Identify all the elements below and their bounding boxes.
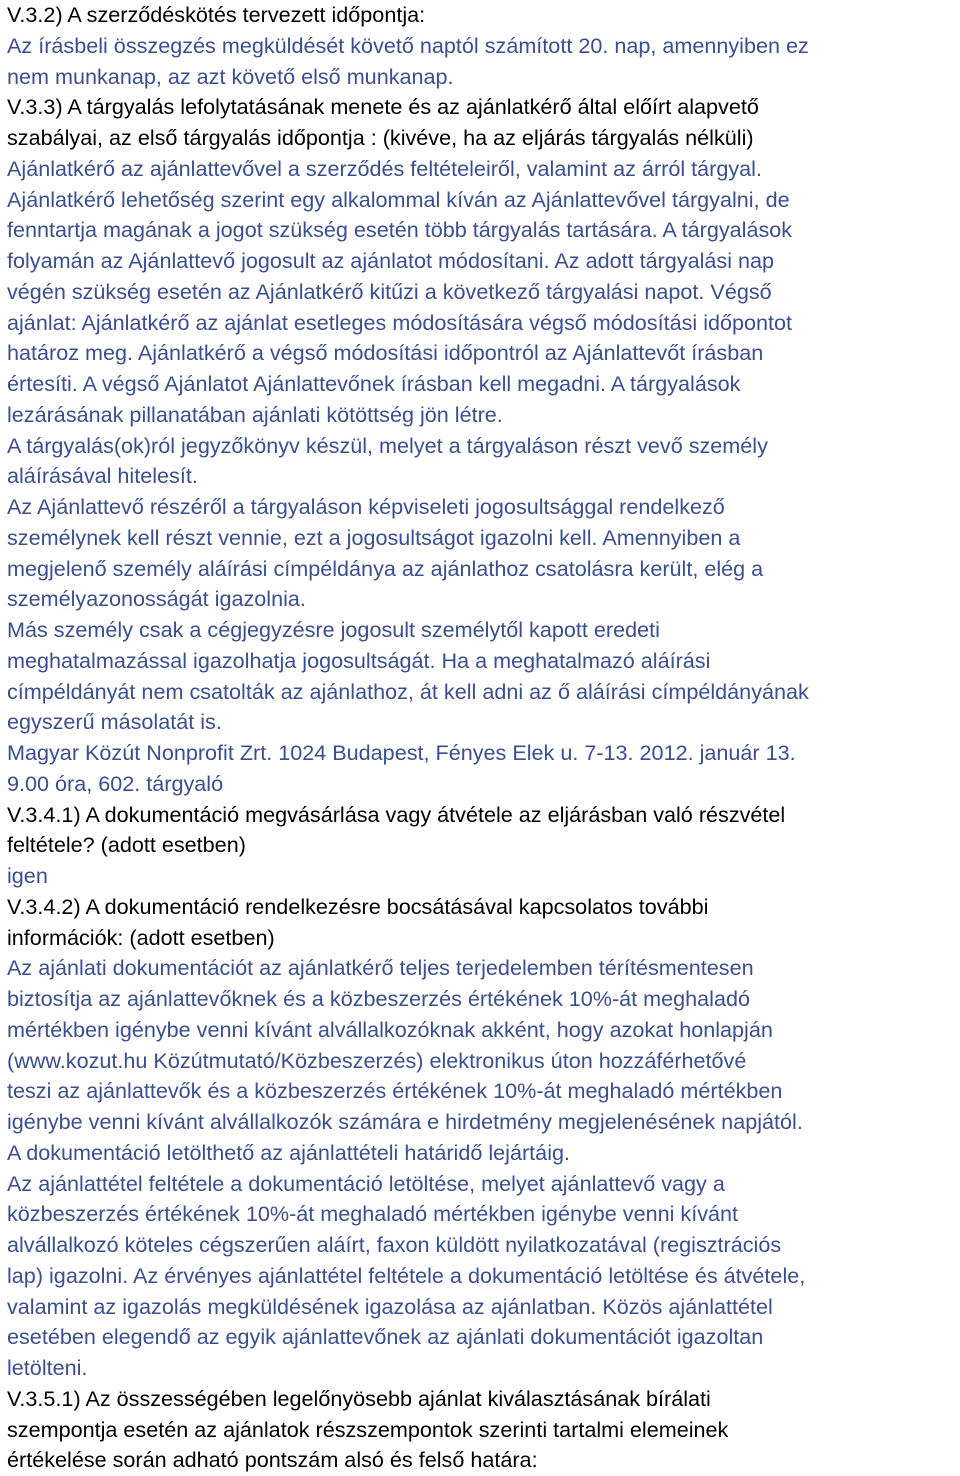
text-line xyxy=(7,984,960,1015)
text-line xyxy=(7,461,960,492)
answer-text: ajánlat: Ajánlatkérő az ajánlat esetleges módosítására végső módosítási időpontot xyxy=(7,309,793,335)
answer-text: mértékben igénybe venni kívánt alvállalkozóknak akként, hogy azokat honlapján xyxy=(7,1016,773,1042)
text-line xyxy=(7,892,960,923)
section-heading-text: információk: (adott esetben) xyxy=(7,924,275,950)
text-line xyxy=(7,308,960,339)
text-line xyxy=(7,1384,960,1415)
text-line xyxy=(7,523,960,554)
text-line xyxy=(7,1076,960,1107)
text-line xyxy=(7,0,960,31)
answer-text: letölteni. xyxy=(7,1355,88,1380)
text-line xyxy=(7,1415,960,1446)
text-line xyxy=(7,830,960,861)
text-line xyxy=(7,677,960,708)
answer-text: meghatalmazással igazolhatja jogosultságát. Ha a meghatalmazó aláírási xyxy=(7,647,711,673)
text-line xyxy=(7,707,960,738)
answer-text: A dokumentáció letölthető az ajánlattételi határidő lejártáig. xyxy=(7,1139,570,1165)
section-heading-text: V.3.3) A tárgyalás lefolytatásának menete és az ajánlatkérő által előírt alapvető xyxy=(7,94,759,120)
section-heading-text: V.3.4.2) A dokumentáció rendelkezésre bocsátásával kapcsolatos további xyxy=(7,893,709,919)
answer-text: (www.kozut.hu Közútmutató/Közbeszerzés) elektronikus úton hozzáférhetővé xyxy=(7,1047,747,1073)
document-body xyxy=(7,0,960,1476)
answer-text: igen xyxy=(7,863,48,888)
text-line xyxy=(7,1322,960,1353)
text-line xyxy=(7,1230,960,1261)
text-line xyxy=(7,1138,960,1169)
text-line xyxy=(7,62,960,93)
section-heading-text: feltétele? (adott esetben) xyxy=(7,832,246,858)
text-line xyxy=(7,1353,960,1384)
answer-text: Ajánlatkérő az ajánlattevővel a szerződés feltételeiről, valamint az árról tárgyal. xyxy=(7,155,762,181)
text-line xyxy=(7,769,960,800)
text-line xyxy=(7,338,960,369)
section-heading-text: V.3.4.1) A dokumentáció megvásárlása vagy átvétele az eljárásban való részvétel xyxy=(7,801,786,827)
text-line xyxy=(7,584,960,615)
answer-text: végén szükség esetén az Ajánlatkérő kitűzi a következő tárgyalási napot. Végső xyxy=(7,278,772,304)
answer-text: személyazonosságát igazolnia. xyxy=(7,586,306,612)
text-line xyxy=(7,154,960,185)
answer-text: esetében elegendő az egyik ajánlattevőnek az ajánlati dokumentációt igazoltan xyxy=(7,1324,764,1350)
answer-text: folyamán az Ajánlattevő jogosult az ajánlatot módosítani. Az adott tárgyalási nap xyxy=(7,248,775,273)
text-line xyxy=(7,431,960,462)
text-line xyxy=(7,861,960,892)
answer-text: címpéldányát nem csatolták az ajánlathoz, át kell adni az ő aláírási címpéldányának xyxy=(7,678,809,704)
answer-text: nem munkanap, az azt követő első munkanap. xyxy=(7,63,454,89)
text-line xyxy=(7,800,960,831)
answer-text: Az Ajánlattevő részéről a tárgyaláson képviseleti jogosultsággal rendelkező xyxy=(7,494,725,519)
text-line xyxy=(7,646,960,677)
text-line xyxy=(7,215,960,246)
text-line xyxy=(7,92,960,123)
section-heading-text: V.3.5.1) Az összességében legelőnyösebb ajánlat kiválasztásának bírálati xyxy=(7,1385,711,1411)
text-line xyxy=(7,953,960,984)
answer-text: Az ajánlati dokumentációt az ajánlatkérő teljes terjedelemben térítésmentesen xyxy=(7,955,754,981)
text-line xyxy=(7,1199,960,1230)
text-line xyxy=(7,1015,960,1046)
text-line xyxy=(7,923,960,954)
answer-text: aláírásával hitelesít. xyxy=(7,463,198,489)
answer-text: Az ajánlattétel feltétele a dokumentáció letöltése, melyet ajánlattevő vagy a xyxy=(7,1170,725,1196)
text-line xyxy=(7,400,960,431)
section-heading-text: szempontja esetén az ajánlatok részszempontok szerinti tartalmi elemeinek xyxy=(7,1416,729,1442)
text-line xyxy=(7,492,960,523)
answer-text: fenntartja magának a jogot szükség esetén több tárgyalás tartására. A tárgyalások xyxy=(7,217,793,243)
text-line xyxy=(7,185,960,216)
text-line xyxy=(7,277,960,308)
answer-text: Ajánlatkérő lehetőség szerint egy alkalommal kíván az Ajánlattevővel tárgyalni, de xyxy=(7,186,790,212)
answer-text: értesíti. A végső Ajánlatot Ajánlattevőnek írásban kell megadni. A tárgyalások xyxy=(7,371,741,396)
answer-text: A tárgyalás(ok)ról jegyzőkönyv készül, melyet a tárgyaláson részt vevő személy xyxy=(7,432,768,458)
answer-text: személynek kell részt vennie, ezt a jogosultságot igazolni kell. Amennyiben a xyxy=(7,524,741,550)
answer-text: alvállalkozó köteles cégszerűen aláírt, faxon küldött nyilatkozatával (regisztrációs xyxy=(7,1232,782,1257)
text-line xyxy=(7,1046,960,1077)
answer-text: 9.00 óra, 602. tárgyaló xyxy=(7,770,224,796)
answer-text: határoz meg. Ajánlatkérő a végső módosítási időpontról az Ajánlattevőt írásban xyxy=(7,340,764,366)
section-heading-text: szabályai, az első tárgyalás időpontja : (kivéve, ha az eljárás tárgyalás nélküli) xyxy=(7,125,754,150)
answer-text: biztosítja az ajánlattevőknek és a közbeszerzés értékének 10%-át meghaladó xyxy=(7,986,751,1011)
text-line xyxy=(7,554,960,585)
text-line xyxy=(7,246,960,277)
answer-text: megjelenő személy aláírási címpéldánya az ajánlathoz csatolásra került, elég a xyxy=(7,555,764,581)
answer-text: Más személy csak a cégjegyzésre jogosult személytől kapott eredeti xyxy=(7,617,660,642)
answer-text: lezárásának pillanatában ajánlati kötöttség jön létre. xyxy=(7,401,503,427)
text-line xyxy=(7,123,960,154)
text-line xyxy=(7,615,960,646)
answer-text: valamint az igazolás megküldésének igazolása az ajánlatban. Közös ajánlattétel xyxy=(7,1293,773,1319)
text-line xyxy=(7,1261,960,1292)
answer-text: Az írásbeli összegzés megküldését követő naptól számított 20. nap, amennyiben ez xyxy=(7,32,809,58)
answer-text: teszi az ajánlattevők és a közbeszerzés értékének 10%-át meghaladó mértékben xyxy=(7,1078,783,1104)
answer-text: egyszerű másolatát is. xyxy=(7,709,222,735)
section-heading-text: V.3.2) A szerződéskötés tervezett időpontja: xyxy=(7,2,426,27)
answer-text: közbeszerzés értékének 10%-át meghaladó mértékben igénybe venni kívánt xyxy=(7,1201,739,1227)
text-line xyxy=(7,1292,960,1323)
text-line xyxy=(7,738,960,769)
text-line xyxy=(7,369,960,400)
text-line xyxy=(7,31,960,62)
text-line xyxy=(7,1445,960,1476)
text-line xyxy=(7,1107,960,1138)
text-line xyxy=(7,1169,960,1200)
answer-text: igénybe venni kívánt alvállalkozók számára e hirdetmény megjelenésének napjától. xyxy=(7,1109,803,1134)
answer-text: Magyar Közút Nonprofit Zrt. 1024 Budapest, Fényes Elek u. 7-13. 2012. január 13. xyxy=(7,740,796,765)
section-heading-text: értékelése során adható pontszám alsó és felső határa: xyxy=(7,1447,538,1473)
answer-text: lap) igazolni. Az érvényes ajánlattétel feltétele a dokumentáció letöltése és átvétele, xyxy=(7,1262,806,1288)
